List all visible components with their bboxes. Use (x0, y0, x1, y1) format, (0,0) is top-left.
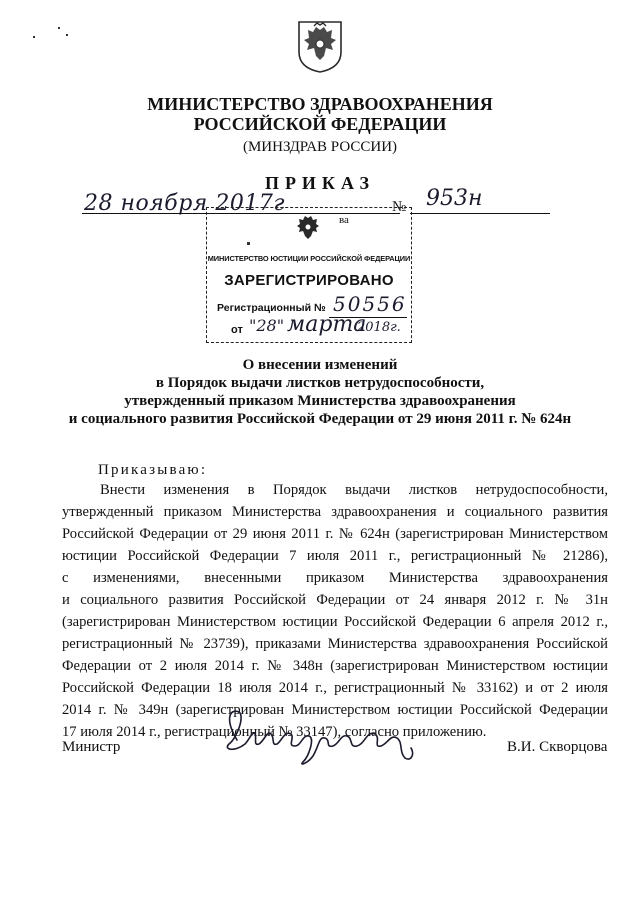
document-type: ПРИКАЗ (264, 173, 376, 193)
signatory-name: В.И. Скворцова (507, 739, 608, 755)
stamp-reg-label: Регистрационный № (217, 302, 326, 314)
stamp-date-day: "28" (249, 316, 285, 335)
stamp-emblem-icon (295, 214, 321, 244)
title-line3: утвержденный приказом Министерства здравоохранения (124, 393, 516, 409)
body-line-8: регистрационный № 23739), приказами Министерства здравоохранения Российской (62, 636, 608, 652)
body-line-11: 2014 г. № 349н (зарегистрирован Министерством юстиции Российской Федерации (62, 702, 608, 718)
body-line-5: с изменениями, внесенными приказом Министерства здравоохранения (62, 570, 608, 586)
number-sign: № (392, 199, 407, 215)
stamp-date-prefix: от (231, 324, 243, 336)
stamp-date-month: марта (287, 312, 367, 337)
body-line-6: и социального развития Российской Федерации от 24 января 2012 г. № 31н (62, 592, 608, 608)
title-line4: и социального развития Российской Федерации от 29 июня 2011 г. № 624н (68, 411, 572, 427)
ministry-name-line1: МИНИСТЕРСТВО ЗДРАВООХРАНЕНИЯ (147, 94, 493, 114)
handwritten-signature (215, 700, 430, 772)
stamp-reg-number: 50556 (333, 292, 407, 316)
stamp-dot (247, 242, 250, 245)
signatory-position: Министр (62, 739, 121, 755)
title-line2: в Порядок выдачи листков нетрудоспособности, (155, 375, 485, 391)
stamp-registered: ЗАРЕГИСТРИРОВАНО (224, 272, 394, 289)
body-line-12: 17 июля 2014 г., регистрационный № 33147), согласно приложению. (62, 724, 487, 740)
order-word: Приказываю: (98, 462, 208, 478)
body-line-1: Внести изменения в Порядок выдачи листков нетрудоспособности, (100, 482, 608, 498)
stamp-date-year: 2018г. (357, 320, 401, 335)
stamp-ministry: МИНИСТЕРСТВО ЮСТИЦИИ РОССИЙСКОЙ ФЕДЕРАЦИИ (207, 254, 411, 263)
coat-of-arms-emblem (295, 18, 345, 74)
body-line-4: юстиции Российской Федерации 7 июля 2011 г., регистрационный № 21286), (62, 548, 608, 564)
city-fragment: ва (339, 214, 349, 226)
order-date: 28 ноября 2017г (84, 191, 285, 216)
order-number: 953н (426, 186, 483, 211)
body-line-7: (зарегистрирован Министерством юстиции Российской Федерации 6 апреля 2012 г., (62, 614, 608, 630)
scan-speck (58, 27, 60, 29)
scan-speck (33, 36, 35, 38)
body-line-10: Российской Федерации 18 июля 2014 г., регистрационный № 33162) и от 2 июля (62, 680, 608, 696)
title-line1: О внесении изменений (242, 357, 398, 373)
ministry-name-line2: РОССИЙСКОЙ ФЕДЕРАЦИИ (193, 114, 447, 134)
number-underline (410, 213, 550, 214)
body-line-2: утвержденный приказом Министерства здравоохранения и социального развития (62, 504, 608, 520)
ministry-short-name: (МИНЗДРАВ РОССИИ) (242, 139, 398, 155)
registration-stamp (206, 207, 412, 343)
body-line-9: Федерации от 2 июля 2014 г. № 348н (зарегистрирован Министерством юстиции (62, 658, 608, 674)
scan-speck (66, 34, 68, 36)
body-line-3: Российской Федерации от 29 июня 2011 г. № 624н (зарегистрирован Министерством (62, 526, 608, 542)
